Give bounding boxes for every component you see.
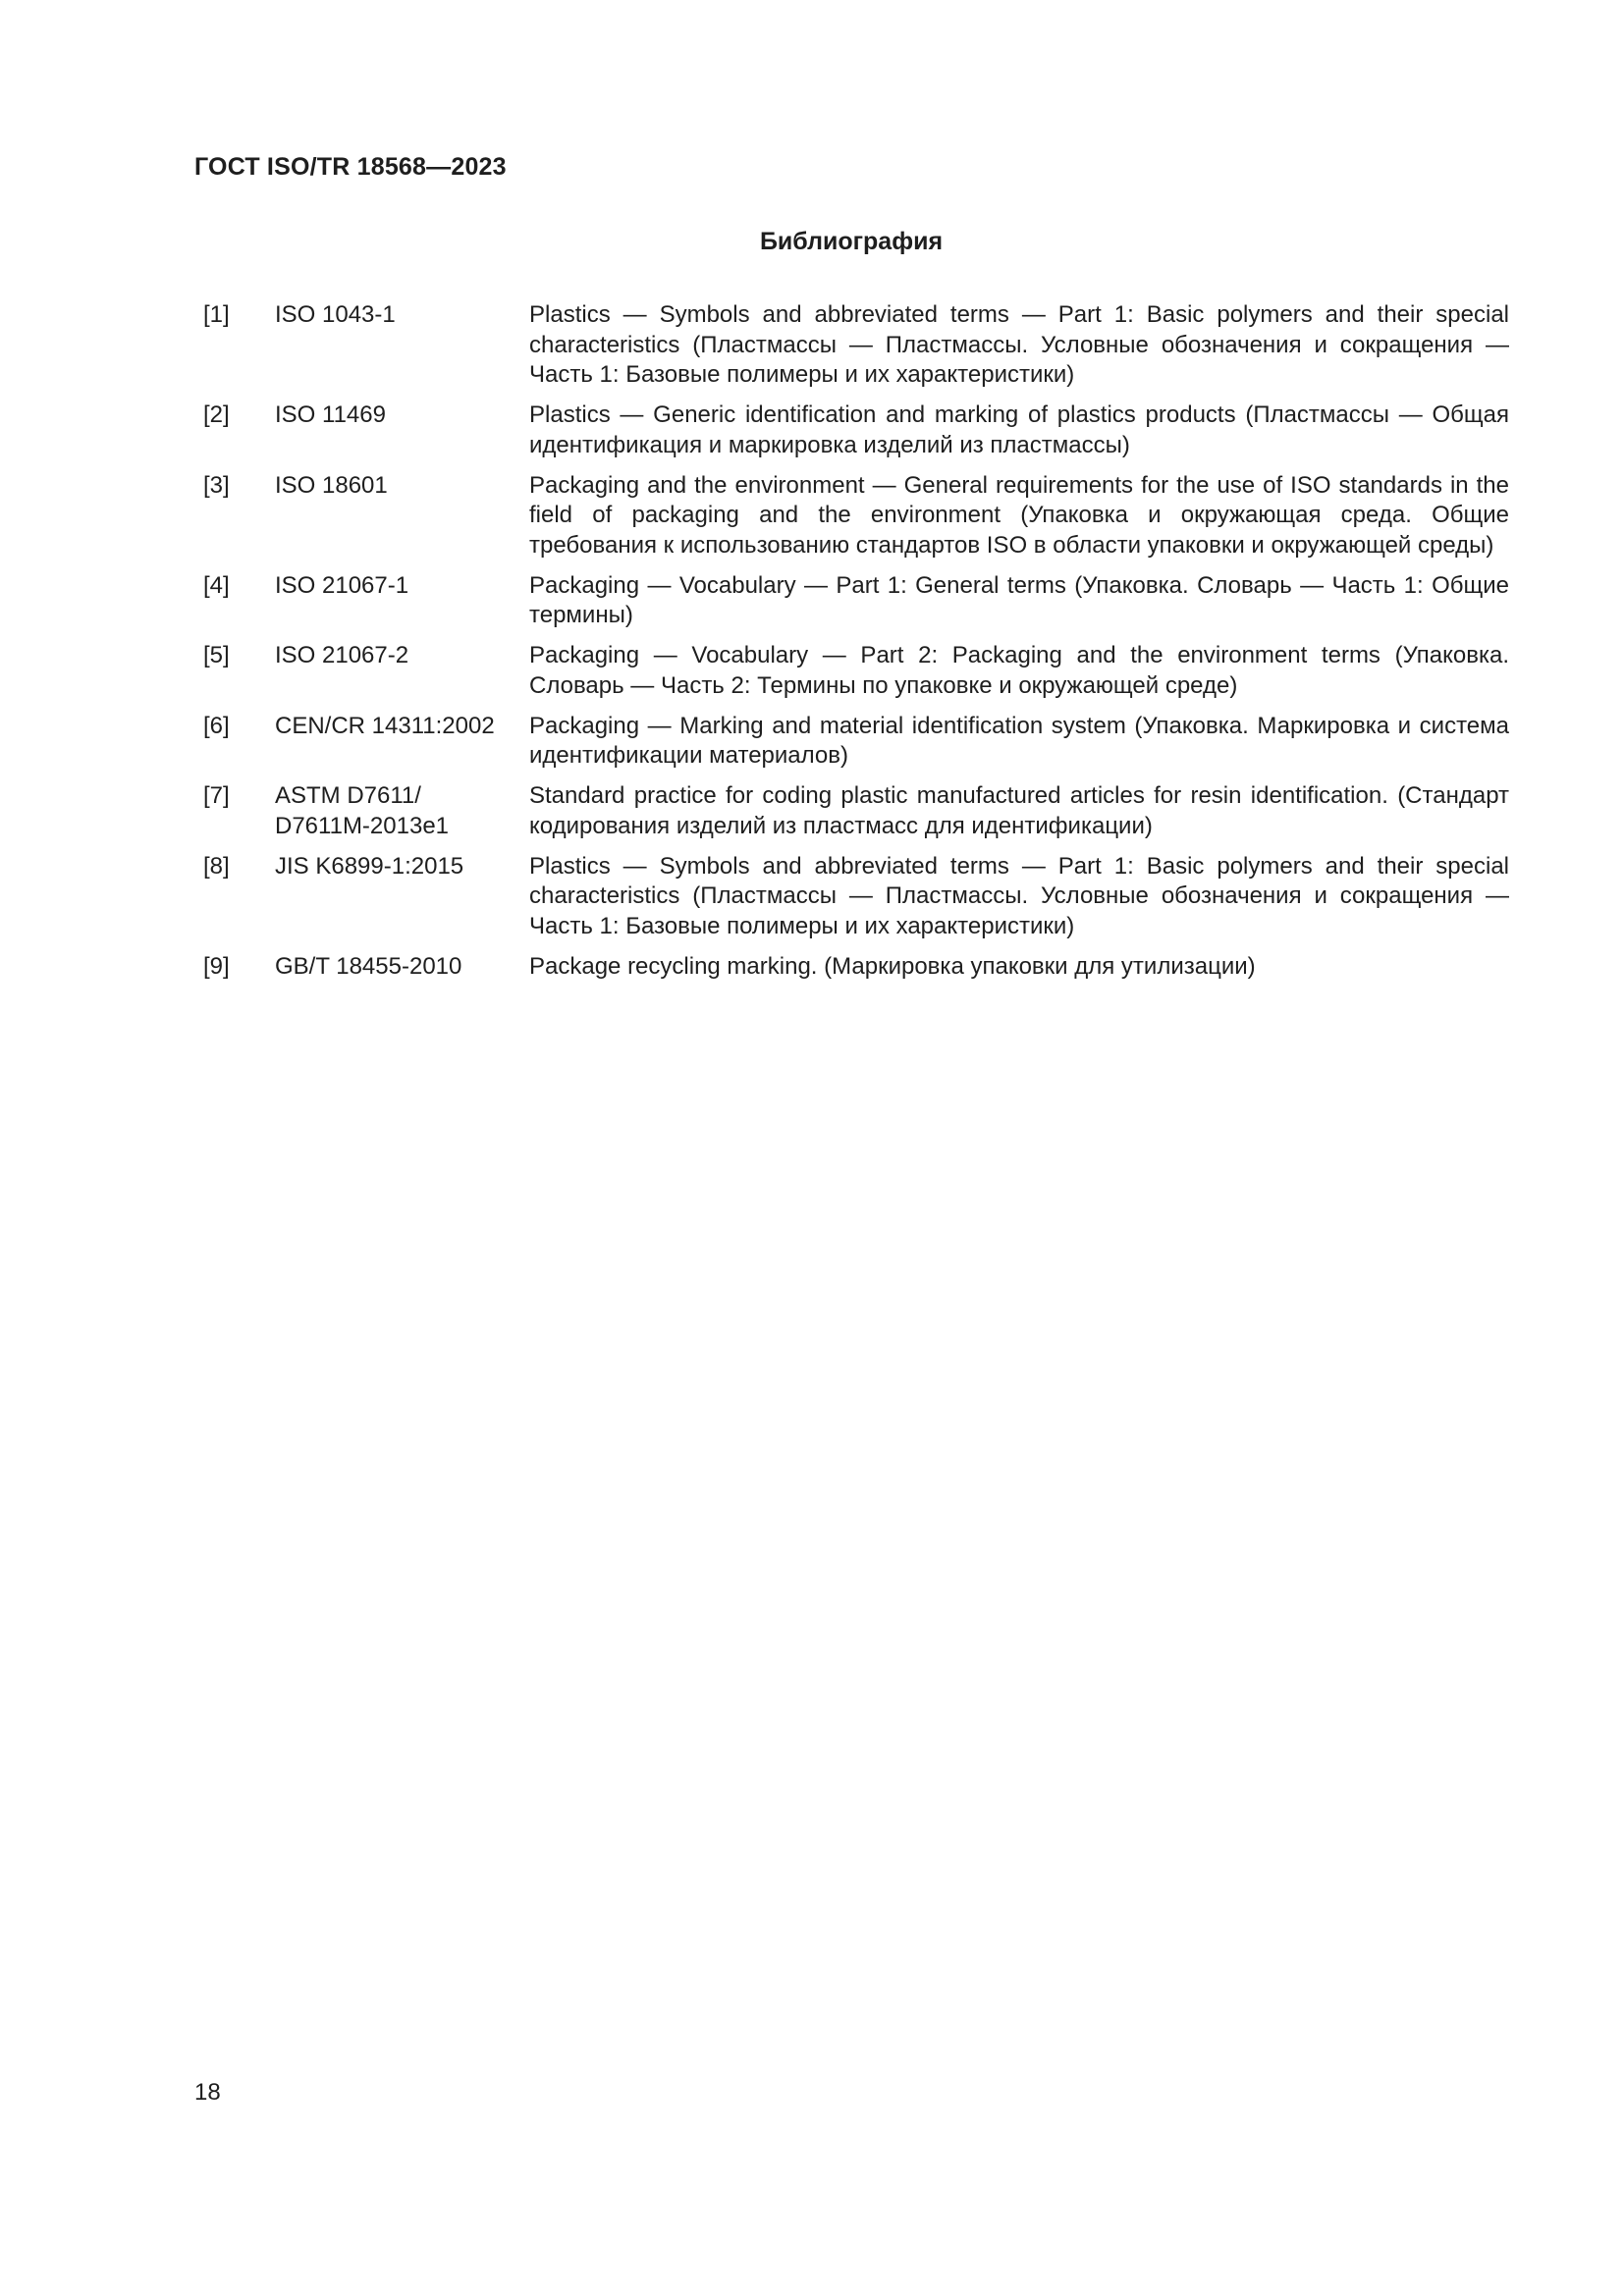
- entry-number: [8]: [203, 852, 230, 880]
- entry-number: [2]: [203, 401, 230, 428]
- reference-title: Plastics — Symbols and abbreviated terms — Part 1: Basic polymers and their special characteristics (Пластмассы — Пластмассы. Условные обозначения и сокращения — Часть 1: Базовые полимеры и их характеристики): [529, 301, 1509, 388]
- reference-title: Standard practice for coding plastic manufactured articles for resin identification. (Стандарт кодирования изделий из пластмасс для идентификации): [529, 782, 1509, 839]
- standard-code-line: D7611M-2013e1: [275, 812, 450, 839]
- document-code-header: ГОСТ ISO/TR 18568—2023: [194, 153, 507, 181]
- standard-code: [275, 781, 529, 841]
- bibliography-entry: [203, 300, 1509, 391]
- reference-title: Packaging and the environment — General requirements for the use of ISO standards in the field of packaging and the environment (Упаковка и окружающая среда. Общие требования к использованию стандартов ISO в области упаковки и окружающей среды): [529, 471, 1509, 559]
- reference-title: Plastics — Generic identification and marking of plastics products (Пластмассы — Общая идентификация и маркировка изделий из пластмассы): [529, 401, 1509, 458]
- bibliography-entry: [203, 400, 1509, 460]
- entry-number: [9]: [203, 952, 230, 980]
- entry-number: [6]: [203, 712, 230, 739]
- bibliography-entry: [203, 712, 1509, 772]
- standard-code: [275, 852, 529, 942]
- standard-code-line: ISO 21067-1: [275, 571, 409, 599]
- entry-number: [7]: [203, 782, 230, 809]
- standard-code-line: ISO 18601: [275, 471, 388, 499]
- bibliography-entry: [203, 952, 1509, 983]
- reference-title: Packaging — Vocabulary — Part 2: Packaging and the environment terms (Упаковка. Словарь — Часть 2: Термины по упаковке и окружающей среде): [529, 642, 1509, 699]
- reference-title: Package recycling marking. (Маркировка упаковки для утилизации): [529, 952, 1256, 980]
- standard-code: [275, 300, 529, 391]
- bibliography-entry: [203, 852, 1509, 942]
- standard-code: [275, 712, 529, 772]
- standard-code-line: CEN/CR 14311:2002: [275, 712, 495, 739]
- entry-number: [5]: [203, 642, 230, 668]
- entry-number: [1]: [203, 301, 230, 328]
- standard-code-line: ISO 1043-1: [275, 301, 396, 328]
- standard-code: [275, 571, 529, 631]
- standard-code: [275, 471, 529, 561]
- standard-code-line: JIS K6899-1:2015: [275, 852, 464, 880]
- section-title: Библиография: [759, 228, 944, 255]
- standard-code: [275, 400, 529, 460]
- reference-title: Packaging — Vocabulary — Part 1: General terms (Упаковка. Словарь — Часть 1: Общие термины): [529, 571, 1509, 628]
- entry-number: [4]: [203, 571, 230, 599]
- reference-title: Plastics — Symbols and abbreviated terms — Part 1: Basic polymers and their special characteristics (Пластмассы — Пластмассы. Условные обозначения и сокращения — Часть 1: Базовые полимеры и их характеристики): [529, 852, 1509, 939]
- reference-title: Packaging — Marking and material identification system (Упаковка. Маркировка и система идентификации материалов): [529, 712, 1509, 769]
- bibliography-entry: [203, 641, 1509, 701]
- bibliography-entry: [203, 781, 1509, 841]
- standard-code-line: ASTM D7611/: [275, 782, 421, 809]
- standard-code-line: ISO 21067-2: [275, 642, 409, 668]
- bibliography-list: [203, 300, 1509, 992]
- standard-code-line: ISO 11469: [275, 401, 386, 428]
- standard-code-line: GB/T 18455-2010: [275, 952, 462, 980]
- page-number: 18: [194, 2079, 221, 2106]
- standard-code: [275, 952, 529, 983]
- entry-number: [3]: [203, 471, 230, 499]
- bibliography-entry: [203, 471, 1509, 561]
- standard-code: [275, 641, 529, 701]
- bibliography-entry: [203, 571, 1509, 631]
